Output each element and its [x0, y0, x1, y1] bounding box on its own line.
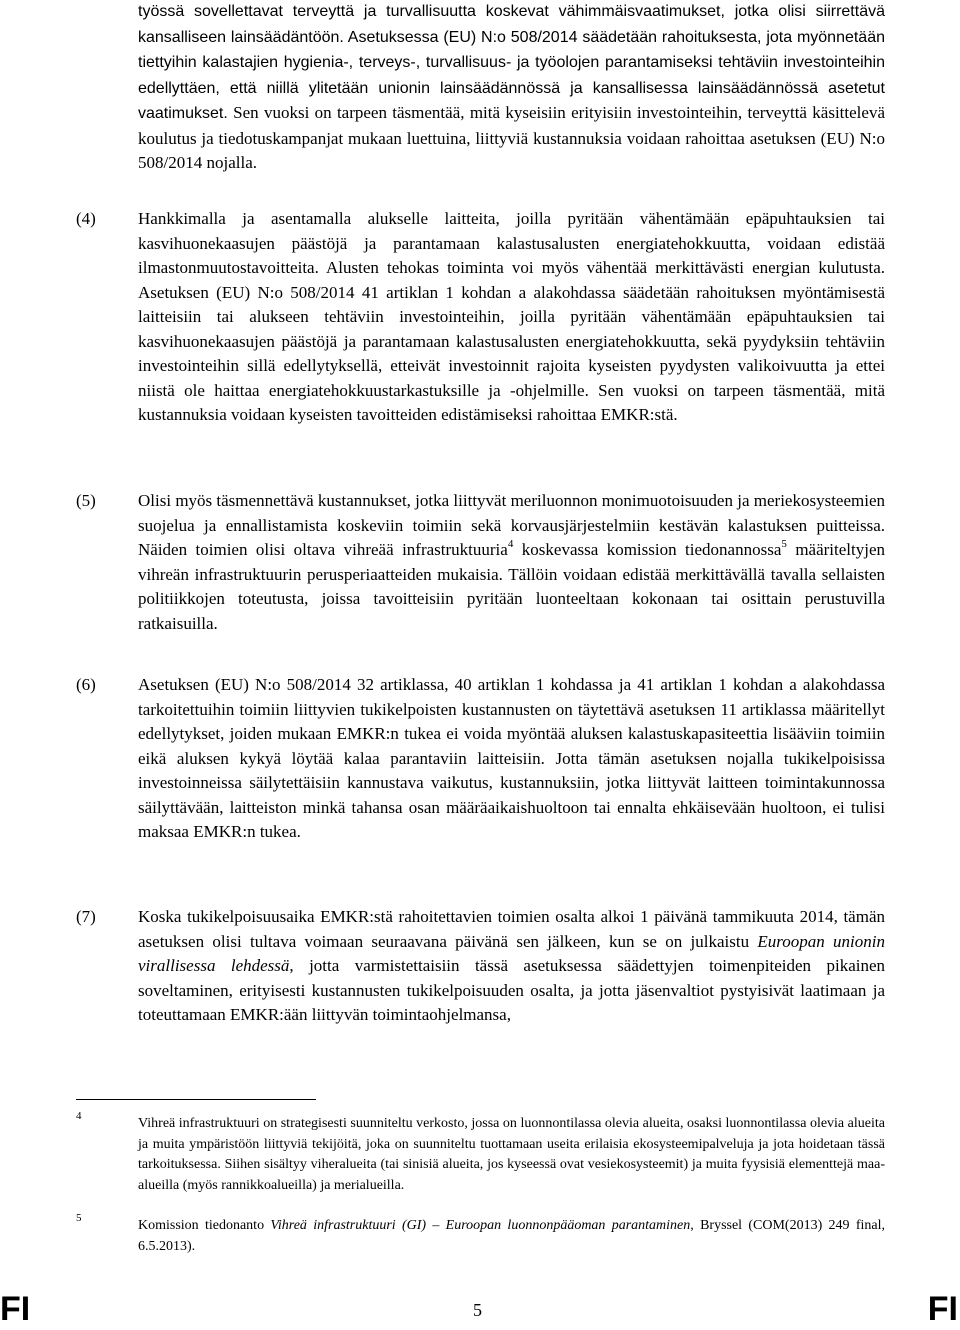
footnote-separator — [76, 1099, 316, 1100]
footnote-title: Vihreä infrastruktuuri (GI) – Euroopan luonnonpääoman parantaminen — [270, 1218, 691, 1233]
footnote-text — [138, 1216, 885, 1257]
footer-language-right: FI — [927, 1290, 958, 1328]
intro-paragraph — [138, 0, 885, 176]
recital-text-part-c: määriteltyjen vihreän infrastruktuurin perusperiaatteiden mukaisia. Tällöin voidaan edistää merkittävällä tavalla sellaisten politiikkojen toteutusta, joissa tavoitteisiin pyritään luonteeltaan kokonaan tai osittain perustuvilla ratkaisuilla. — [138, 540, 885, 633]
recital-text-part-a: Olisi myös täsmennettävä kustannukset, jotka liittyvät meriluonnon monimuotoisuuden ja meriekosysteemien suojelua ja ennallistamista koskeviin toimiin sekä korvausjärjestelmiin kestävän kalastuksen puitteissa. Näiden toimien olisi oltava vihreää infrastruktuuria — [138, 491, 885, 559]
intro-text-part1: työssä sovellettavat terveyttä ja turvallisuutta koskevat vähimmäisvaatimukset, jotka olisi siirrettävä kansalliseen lainsäädäntöön. Asetuksessa (EU) N:o 508/2014 säädetään rahoituksesta, jota myönnetään tiettyihin kalastajien hygienia-, terveys-, turvallisuus- ja työolojen parantamiseksi tehtäviin investointeihin edellyttäen, että niillä ylitetään unionin lainsäädännössä ja kansallisessa lainsäädännössä asetetut vaatimukset. — [138, 3, 885, 122]
recital-number: (5) — [76, 491, 96, 510]
journal-title: Euroopan unionin virallisessa lehdessä — [138, 931, 885, 975]
recital-text-part-b: , jotta varmistettaisiin tässä asetuksessa säädettyjen toimenpiteiden pikainen soveltaminen, erityisesti kustannusten tukikelpoisuuden osalta, ja jotta jäsenvaltiot pystyisivät laatimaan ja toteuttamaan EMKR:ään liittyvän toimintaohjelmansa, — [138, 956, 886, 1024]
intro-text-part2: Sen vuoksi on tarpeen täsmentää, mitä kyseisiin erityisiin investointeihin, terveyttä käsittelevä koulutus ja tiedotuskampanjat mukaan luettuina, liittyviä kustannuksia voidaan rahoittaa asetuksen (EU) N:o 508/2014 nojalla. — [138, 103, 885, 172]
footnote-number: 5 — [76, 1212, 82, 1224]
recital-text: Hankkimalla ja asentamalla alukselle laitteita, joilla pyritään vähentämään epäpuhtauksien tai kasvihuonekaasujen päästöjä ja parantamaan kalastusalusten energiatehokkuutta, voidaan edistää ilmastonmuutostavoitteita. Alusten tehokas toiminta voi myös vähentää merkittävästi energian kulutusta. Asetuksen (EU) N:o 508/2014 41 artiklan 1 kohdan a alakohdassa säädetään rahoituksen myöntämisestä laitteisiin tai alukseen tehtäviin investointeihin, joilla pyritään vähentämään epäpuhtauksien tai kasvihuonekaasujen päästöjä ja parantamaan kalastusalusten energiatehokkuutta, sekä pyydyksiin tehtäviin investointeihin sillä edellytyksellä, etteivät investoinnit rajoita kyseisten pyydysten valikoivuutta ja ettei niistä ole haittaa energiatehokkuustarkastuksille ja -ohjelmille. Sen vuoksi on tarpeen täsmentää, mitä kustannuksia voidaan kyseisten tavoitteiden edistämiseksi rahoittaa EMKR:stä. — [138, 209, 885, 424]
recital-number: (6) — [76, 675, 96, 694]
footnote-ref-4[interactable]: 4 — [507, 538, 514, 551]
footnote-text-part-a: Komission tiedonanto — [138, 1218, 271, 1233]
recital-text — [138, 489, 885, 636]
recital-text-part-a: Koska tukikelpoisuusaika EMKR:stä rahoitettavien toimien osalta alkoi 1 päivänä tammikuuta 2014, tämän asetuksen olisi tultava voimaan seuraavana päivänä sen jälkeen, kun se on julkaistu — [138, 907, 885, 951]
footnote-text: Vihreä infrastruktuuri on strategisesti suunniteltu verkosto, jossa on luonnontilassa olevia alueita, osaksi luonnontilassa olevia alueita ja muita ympäristöön liittyviä tekijöitä, joka on suunniteltu tuottamaan useita erilaisia ekosysteemipalveluja ja jota hoidetaan tässä tarkoituksessa. Siihen sisältyy viheralueita (tai sinisiä alueita, jos kyseessä ovat vesiekosysteemit) ja muita fyysisiä elementtejä maa-alueilla (myös rannikkoalueilla) ja merialueilla. — [138, 1116, 885, 1193]
footnote-ref-5[interactable]: 5 — [781, 538, 787, 551]
recital-text-part-b: koskevassa komission tiedonannossa — [513, 540, 782, 559]
recital-number: (4) — [76, 209, 96, 228]
recital-text: Asetuksen (EU) N:o 508/2014 32 artiklassa, 40 artiklan 1 kohdassa ja 41 artiklan 1 kohdan a alakohdassa tarkoitettuihin toimiin liittyvien tukikelpoisten kustannusten on täytettävä asetuksen 11 artiklassa määritellyt edellytykset, joiden mukaan EMKR:n tukea ei voida myöntää aluksen kalastuskapasiteettia lisääviin toimiin eikä aluksen kykyä löytää kalaa parantaviin laitteisiin. Jotta tämän asetuksen nojalla tukikelpoisissa investoinneissa säilytettäisiin kannustava vaikutus, kustannuksiin, jotka liittyvät laitteen toimintakunnossa säilyttävään, laitteiston minkä tahansa osan määräaikaishuoltoon tai ennalta ehkäisevään huoltoon, ei tulisi maksaa EMKR:n tukea. — [138, 675, 885, 841]
page-number: 5 — [473, 1300, 482, 1320]
footnote-text-part-b: , Bryssel (COM(2013) 249 final, 6.5.2013). — [138, 1218, 885, 1254]
footnote-number: 4 — [76, 1110, 82, 1122]
recital-text — [138, 905, 885, 1028]
recital-number: (7) — [76, 907, 96, 926]
footer-language-left: FI — [0, 1290, 31, 1328]
